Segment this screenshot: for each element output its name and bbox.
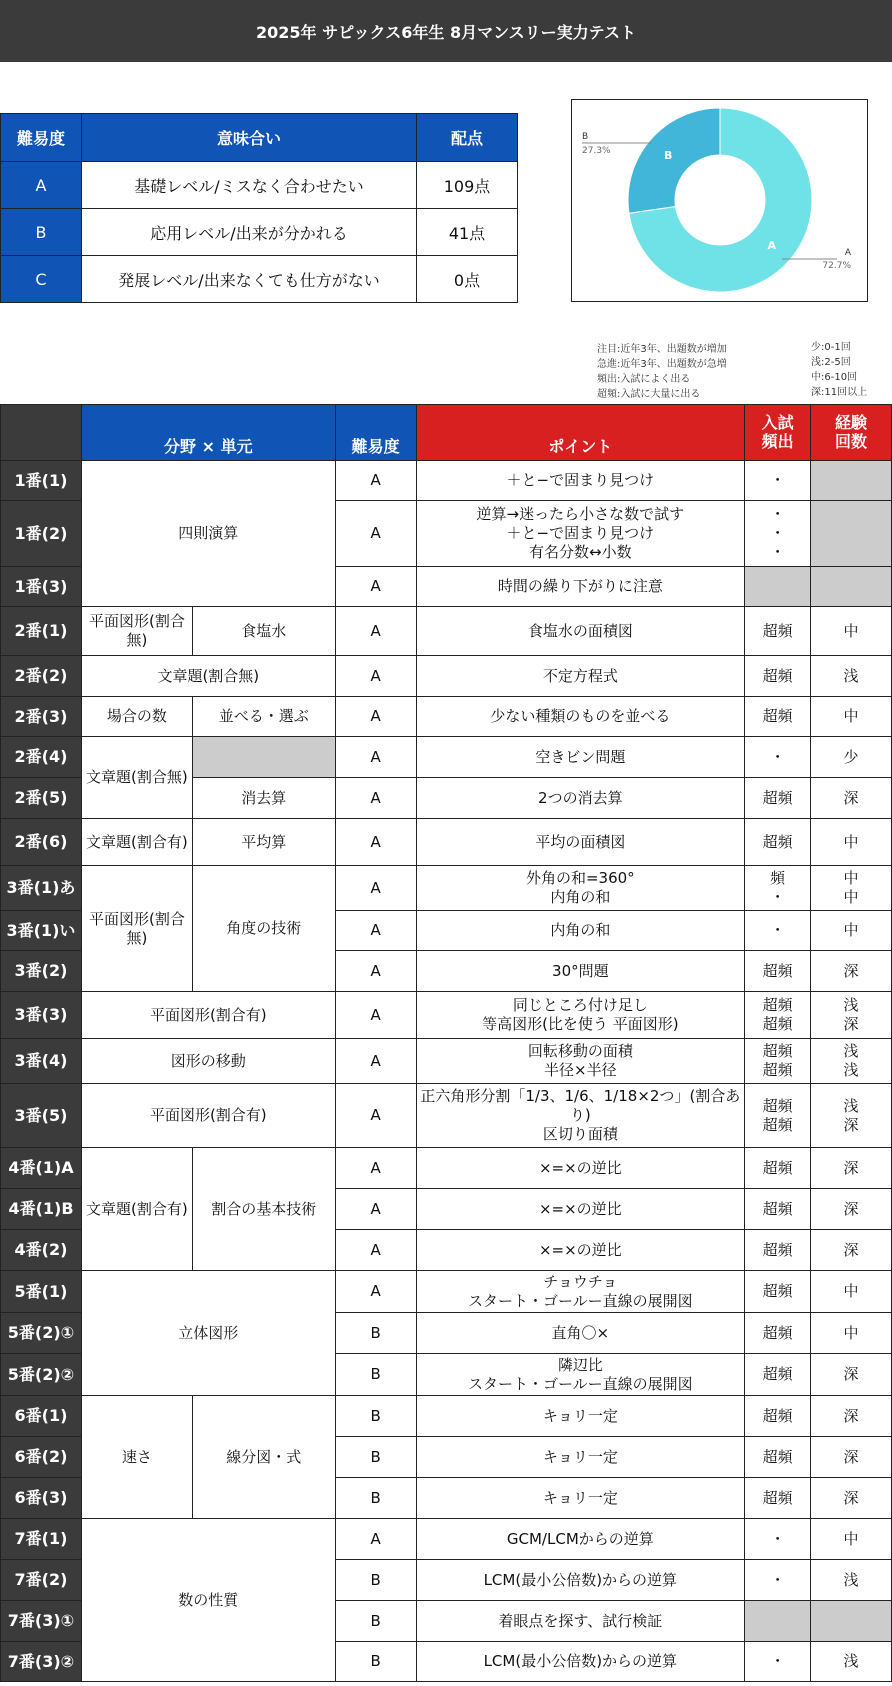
frequency-cell: ・ bbox=[745, 1560, 811, 1601]
header-point: ポイント bbox=[416, 405, 745, 461]
question-number: 1番(1) bbox=[1, 461, 82, 501]
question-number: 4番(1)A bbox=[1, 1148, 82, 1189]
unit-cell: 消去算 bbox=[192, 778, 335, 819]
experience-cell: 少 bbox=[811, 737, 892, 778]
unit-cell: 平面図形(割合有) bbox=[81, 1084, 335, 1148]
unit-cell: 立体図形 bbox=[81, 1271, 335, 1396]
difficulty-cell: A bbox=[335, 461, 416, 501]
frequency-line: ・ bbox=[770, 888, 786, 906]
legend-item: 中:6-10回 bbox=[811, 372, 858, 383]
difficulty-cell: A bbox=[335, 819, 416, 866]
experience-cell: 中 bbox=[811, 911, 892, 951]
table-row bbox=[1, 1084, 892, 1148]
frequency-cell: 超頻 bbox=[745, 1313, 811, 1354]
slice-a-value: 72.7% bbox=[822, 261, 851, 271]
experience-cell: 深 bbox=[811, 1437, 892, 1478]
field-cell: 文章題(割合有) bbox=[81, 819, 192, 866]
question-number: 3番(3) bbox=[1, 992, 82, 1039]
experience-cell: 浅 bbox=[811, 656, 892, 697]
frequency-line: 頻 bbox=[770, 869, 786, 888]
experience-line: 中 bbox=[843, 869, 859, 888]
point-line: 正六角形分割「1/3、1/6、1/18×2つ」(割合あり) bbox=[420, 1087, 741, 1125]
point-cell: 内角の和 bbox=[416, 911, 745, 951]
legend-item: 急進:近年3年、出題数が急増 bbox=[597, 359, 727, 370]
difficulty-cell: B bbox=[335, 1478, 416, 1519]
frequency-cell bbox=[745, 992, 811, 1039]
question-number: 4番(2) bbox=[1, 1230, 82, 1271]
header-unit: 分野 × 単元 bbox=[81, 405, 335, 461]
analysis-table bbox=[0, 404, 892, 1682]
table-row bbox=[1, 819, 892, 866]
unit-cell: 並べる・選ぶ bbox=[192, 697, 335, 737]
difficulty-grade: A bbox=[1, 162, 82, 209]
difficulty-table bbox=[0, 113, 518, 303]
question-number: 5番(2)② bbox=[1, 1354, 82, 1396]
question-number: 5番(1) bbox=[1, 1271, 82, 1313]
point-cell: 食塩水の面積図 bbox=[416, 607, 745, 656]
unit-cell: 数の性質 bbox=[81, 1519, 335, 1682]
point-cell bbox=[416, 1084, 745, 1148]
experience-cell: 深 bbox=[811, 1354, 892, 1396]
header-frequency-line1: 入試 bbox=[761, 413, 794, 433]
frequency-cell bbox=[745, 1084, 811, 1148]
point-cell: 不定方程式 bbox=[416, 656, 745, 697]
question-number: 6番(1) bbox=[1, 1396, 82, 1437]
slice-a-inner-label: A bbox=[767, 238, 777, 252]
experience-line: 浅 bbox=[843, 1042, 859, 1061]
field-cell: 場合の数 bbox=[81, 697, 192, 737]
difficulty-cell: A bbox=[335, 1189, 416, 1230]
experience-cell: 深 bbox=[811, 778, 892, 819]
difficulty-cell: A bbox=[335, 778, 416, 819]
experience-cell: 中 bbox=[811, 819, 892, 866]
difficulty-cell: A bbox=[335, 866, 416, 911]
frequency-cell: 超頻 bbox=[745, 778, 811, 819]
question-number: 3番(1)い bbox=[1, 911, 82, 951]
slice-b-inner-label: B bbox=[663, 149, 673, 163]
question-number: 2番(3) bbox=[1, 697, 82, 737]
frequency-cell bbox=[745, 866, 811, 911]
difficulty-header-score: 配点 bbox=[417, 114, 518, 162]
point-line: 同じところ付け足し bbox=[512, 996, 648, 1015]
field-cell: 平面図形(割合無) bbox=[81, 866, 192, 992]
difficulty-meaning: 発展レベル/出来なくても仕方がない bbox=[82, 256, 417, 303]
difficulty-header-grade: 難易度 bbox=[1, 114, 82, 162]
unit-cell: 四則演算 bbox=[81, 461, 335, 607]
difficulty-row bbox=[1, 209, 518, 256]
frequency-cell: 超頻 bbox=[745, 1271, 811, 1313]
difficulty-meaning: 基礎レベル/ミスなく合わせたい bbox=[82, 162, 417, 209]
header-experience-line1: 経験 bbox=[835, 413, 868, 433]
question-number: 2番(1) bbox=[1, 607, 82, 656]
frequency-cell: 超頻 bbox=[745, 1230, 811, 1271]
frequency-cell: 超頻 bbox=[745, 1437, 811, 1478]
difficulty-meaning: 応用レベル/出来が分かれる bbox=[82, 209, 417, 256]
difficulty-cell: A bbox=[335, 911, 416, 951]
donut-svg bbox=[572, 100, 867, 301]
question-number: 3番(4) bbox=[1, 1039, 82, 1084]
experience-line: 中 bbox=[843, 888, 859, 906]
table-row bbox=[1, 697, 892, 737]
legend-item: 注目:近年3年、出題数が増加 bbox=[597, 344, 727, 355]
frequency-line: ・ bbox=[770, 524, 786, 543]
legend-item: 超頻:入試に大量に出る bbox=[597, 389, 701, 400]
frequency-cell: ・ bbox=[745, 911, 811, 951]
question-number: 7番(1) bbox=[1, 1519, 82, 1560]
frequency-cell: 超頻 bbox=[745, 819, 811, 866]
frequency-line: 超頻 bbox=[762, 996, 793, 1015]
point-cell: 平均の面積図 bbox=[416, 819, 745, 866]
legend-item: 頻出:入試によく出る bbox=[597, 374, 691, 385]
frequency-legend bbox=[597, 342, 727, 402]
point-cell: キョリ一定 bbox=[416, 1437, 745, 1478]
experience-legend bbox=[811, 340, 867, 400]
frequency-cell: 超頻 bbox=[745, 697, 811, 737]
experience-line: 浅 bbox=[843, 1096, 859, 1115]
difficulty-header-meaning: 意味合い bbox=[82, 114, 417, 162]
difficulty-score: 41点 bbox=[417, 209, 518, 256]
experience-cell: 深 bbox=[811, 1189, 892, 1230]
experience-cell: 深 bbox=[811, 1396, 892, 1437]
point-line: 等高図形(比を使う 平面図形) bbox=[482, 1015, 679, 1033]
question-number: 2番(2) bbox=[1, 656, 82, 697]
experience-cell bbox=[811, 1084, 892, 1148]
difficulty-cell: A bbox=[335, 1519, 416, 1560]
field-cell: 平面図形(割合無) bbox=[81, 607, 192, 656]
difficulty-cell: B bbox=[335, 1437, 416, 1478]
table-row bbox=[1, 1519, 892, 1560]
question-number: 2番(5) bbox=[1, 778, 82, 819]
experience-cell bbox=[811, 1601, 892, 1642]
header-difficulty: 難易度 bbox=[335, 405, 416, 461]
frequency-cell bbox=[745, 567, 811, 607]
point-cell: 2つの消去算 bbox=[416, 778, 745, 819]
experience-cell: 浅 bbox=[811, 1560, 892, 1601]
frequency-line: 超頻 bbox=[762, 1115, 793, 1134]
point-cell: 30°問題 bbox=[416, 951, 745, 992]
experience-cell: 中 bbox=[811, 1271, 892, 1313]
point-cell bbox=[416, 501, 745, 567]
experience-cell: 中 bbox=[811, 607, 892, 656]
difficulty-cell: A bbox=[335, 501, 416, 567]
experience-line: 浅 bbox=[843, 1061, 859, 1079]
point-line: チョウチョ bbox=[543, 1272, 618, 1291]
point-cell: ×=×の逆比 bbox=[416, 1189, 745, 1230]
table-row bbox=[1, 607, 892, 656]
question-number: 4番(1)B bbox=[1, 1189, 82, 1230]
difficulty-cell: A bbox=[335, 656, 416, 697]
frequency-line: ・ bbox=[770, 542, 786, 561]
table-row bbox=[1, 866, 892, 911]
legend-item: 少:0-1回 bbox=[811, 342, 851, 353]
unit-cell: 図形の移動 bbox=[81, 1039, 335, 1084]
point-cell: キョリ一定 bbox=[416, 1478, 745, 1519]
frequency-cell: 超頻 bbox=[745, 1354, 811, 1396]
frequency-cell: 超頻 bbox=[745, 1396, 811, 1437]
question-number: 7番(2) bbox=[1, 1560, 82, 1601]
question-number: 2番(4) bbox=[1, 737, 82, 778]
point-cell: 着眼点を探す、試行検証 bbox=[416, 1601, 745, 1642]
question-number: 1番(3) bbox=[1, 567, 82, 607]
experience-cell bbox=[811, 501, 892, 567]
difficulty-score: 109点 bbox=[417, 162, 518, 209]
difficulty-cell: A bbox=[335, 1230, 416, 1271]
header-experience bbox=[811, 405, 892, 461]
experience-line: 深 bbox=[843, 1115, 859, 1134]
legend-item: 深:11回以上 bbox=[811, 387, 868, 398]
difficulty-cell: A bbox=[335, 737, 416, 778]
frequency-cell: 超頻 bbox=[745, 656, 811, 697]
point-cell: ＋と−で固まり見つけ bbox=[416, 461, 745, 501]
point-line: 外角の和=360° bbox=[525, 869, 635, 888]
slice-b-label: B bbox=[582, 132, 589, 142]
field-cell: 速さ bbox=[81, 1396, 192, 1519]
point-cell bbox=[416, 866, 745, 911]
frequency-cell: 超頻 bbox=[745, 951, 811, 992]
difficulty-cell: B bbox=[335, 1396, 416, 1437]
difficulty-cell: B bbox=[335, 1601, 416, 1642]
experience-cell: 中 bbox=[811, 1519, 892, 1560]
frequency-cell: 超頻 bbox=[745, 607, 811, 656]
unit-cell: 文章題(割合無) bbox=[81, 656, 335, 697]
frequency-cell bbox=[745, 1039, 811, 1084]
point-cell: 直角〇× bbox=[416, 1313, 745, 1354]
header-frequency bbox=[745, 405, 811, 461]
point-line: 半径×半径 bbox=[544, 1061, 617, 1079]
experience-cell: 深 bbox=[811, 1148, 892, 1189]
question-number: 6番(3) bbox=[1, 1478, 82, 1519]
question-number: 3番(2) bbox=[1, 951, 82, 992]
header-experience-line2: 回数 bbox=[835, 431, 868, 451]
frequency-line: 超頻 bbox=[762, 1042, 793, 1061]
experience-cell bbox=[811, 866, 892, 911]
point-cell: LCM(最小公倍数)からの逆算 bbox=[416, 1642, 745, 1682]
point-cell: ×=×の逆比 bbox=[416, 1230, 745, 1271]
unit-cell: 平均算 bbox=[192, 819, 335, 866]
experience-line: 深 bbox=[843, 1015, 859, 1033]
table-row bbox=[1, 992, 892, 1039]
difficulty-score: 0点 bbox=[417, 256, 518, 303]
unit-cell: 平面図形(割合有) bbox=[81, 992, 335, 1039]
experience-cell bbox=[811, 1039, 892, 1084]
experience-cell: 中 bbox=[811, 697, 892, 737]
point-cell bbox=[416, 1354, 745, 1396]
frequency-cell bbox=[745, 501, 811, 567]
question-number: 7番(3)① bbox=[1, 1601, 82, 1642]
frequency-cell: ・ bbox=[745, 737, 811, 778]
question-number: 1番(2) bbox=[1, 501, 82, 567]
header-qnum bbox=[1, 405, 82, 461]
page-title: 2025年 サピックス6年生 8月マンスリー実力テスト bbox=[0, 0, 892, 62]
difficulty-cell: A bbox=[335, 951, 416, 992]
point-cell: 時間の繰り下がりに注意 bbox=[416, 567, 745, 607]
frequency-cell: ・ bbox=[745, 1642, 811, 1682]
point-line: 内角の和 bbox=[550, 888, 611, 906]
difficulty-cell: A bbox=[335, 1271, 416, 1313]
difficulty-cell: B bbox=[335, 1642, 416, 1682]
difficulty-cell: B bbox=[335, 1313, 416, 1354]
slice-b bbox=[628, 108, 720, 213]
point-cell: 少ない種類のものを並べる bbox=[416, 697, 745, 737]
table-row bbox=[1, 737, 892, 778]
point-cell bbox=[416, 1039, 745, 1084]
point-cell bbox=[416, 1271, 745, 1313]
frequency-line: 超頻 bbox=[762, 1015, 793, 1033]
point-cell: LCM(最小公倍数)からの逆算 bbox=[416, 1560, 745, 1601]
experience-line: 浅 bbox=[843, 996, 859, 1015]
table-row bbox=[1, 1396, 892, 1437]
difficulty-grade: C bbox=[1, 256, 82, 303]
experience-cell: 中 bbox=[811, 1313, 892, 1354]
difficulty-grade: B bbox=[1, 209, 82, 256]
frequency-cell: 超頻 bbox=[745, 1148, 811, 1189]
question-number: 7番(3)② bbox=[1, 1642, 82, 1682]
point-line: 逆算→迷ったら小さな数で試す bbox=[476, 505, 685, 524]
difficulty-cell: A bbox=[335, 1148, 416, 1189]
table-row bbox=[1, 656, 892, 697]
experience-cell bbox=[811, 461, 892, 501]
point-line: スタート・ゴールー直線の展開図 bbox=[467, 1374, 693, 1393]
frequency-cell bbox=[745, 1601, 811, 1642]
point-cell: キョリ一定 bbox=[416, 1396, 745, 1437]
point-cell: ×=×の逆比 bbox=[416, 1148, 745, 1189]
difficulty-cell: A bbox=[335, 1039, 416, 1084]
difficulty-cell: B bbox=[335, 1354, 416, 1396]
unit-cell bbox=[192, 737, 335, 778]
experience-cell: 深 bbox=[811, 951, 892, 992]
experience-cell: 深 bbox=[811, 1230, 892, 1271]
frequency-cell: 超頻 bbox=[745, 1189, 811, 1230]
point-cell: GCM/LCMからの逆算 bbox=[416, 1519, 745, 1560]
question-number: 3番(1)あ bbox=[1, 866, 82, 911]
frequency-cell: ・ bbox=[745, 461, 811, 501]
experience-cell bbox=[811, 567, 892, 607]
point-line: 区切り面積 bbox=[542, 1124, 618, 1143]
slice-a-label: A bbox=[844, 248, 851, 258]
frequency-line: 超頻 bbox=[762, 1061, 793, 1079]
frequency-cell: ・ bbox=[745, 1519, 811, 1560]
point-line: 隣辺比 bbox=[557, 1355, 603, 1374]
question-number: 3番(5) bbox=[1, 1084, 82, 1148]
unit-cell: 食塩水 bbox=[192, 607, 335, 656]
table-row bbox=[1, 1148, 892, 1189]
table-row bbox=[1, 1271, 892, 1313]
point-line: 回転移動の面積 bbox=[527, 1042, 633, 1061]
experience-cell: 深 bbox=[811, 1478, 892, 1519]
table-row bbox=[1, 1039, 892, 1084]
slice-b-value: 27.3% bbox=[582, 146, 611, 156]
question-number: 6番(2) bbox=[1, 1437, 82, 1478]
point-line: スタート・ゴールー直線の展開図 bbox=[467, 1291, 693, 1310]
difficulty-cell: A bbox=[335, 1084, 416, 1148]
difficulty-cell: A bbox=[335, 992, 416, 1039]
legend-item: 浅:2-5回 bbox=[811, 357, 851, 368]
table-header-row bbox=[1, 405, 892, 461]
unit-cell: 角度の技術 bbox=[192, 866, 335, 992]
question-number: 2番(6) bbox=[1, 819, 82, 866]
experience-cell bbox=[811, 992, 892, 1039]
point-cell bbox=[416, 992, 745, 1039]
field-cell: 文章題(割合有) bbox=[81, 1148, 192, 1271]
experience-cell: 浅 bbox=[811, 1642, 892, 1682]
point-cell: 空きビン問題 bbox=[416, 737, 745, 778]
unit-cell: 割合の基本技術 bbox=[192, 1148, 335, 1271]
point-line: ＋と−で固まり見つけ bbox=[506, 524, 655, 543]
field-cell: 文章題(割合無) bbox=[81, 737, 192, 819]
difficulty-cell: A bbox=[335, 607, 416, 656]
table-row bbox=[1, 461, 892, 501]
unit-cell: 線分図・式 bbox=[192, 1396, 335, 1519]
difficulty-row bbox=[1, 162, 518, 209]
point-line: 有名分数↔小数 bbox=[529, 542, 632, 561]
frequency-cell: 超頻 bbox=[745, 1478, 811, 1519]
header-frequency-line2: 頻出 bbox=[761, 431, 794, 451]
difficulty-cell: A bbox=[335, 697, 416, 737]
difficulty-cell: B bbox=[335, 1560, 416, 1601]
frequency-line: ・ bbox=[770, 505, 786, 524]
difficulty-header-row bbox=[1, 114, 518, 162]
score-donut-chart bbox=[571, 99, 868, 302]
frequency-line: 超頻 bbox=[762, 1096, 793, 1115]
question-number: 5番(2)① bbox=[1, 1313, 82, 1354]
difficulty-cell: A bbox=[335, 567, 416, 607]
difficulty-row bbox=[1, 256, 518, 303]
